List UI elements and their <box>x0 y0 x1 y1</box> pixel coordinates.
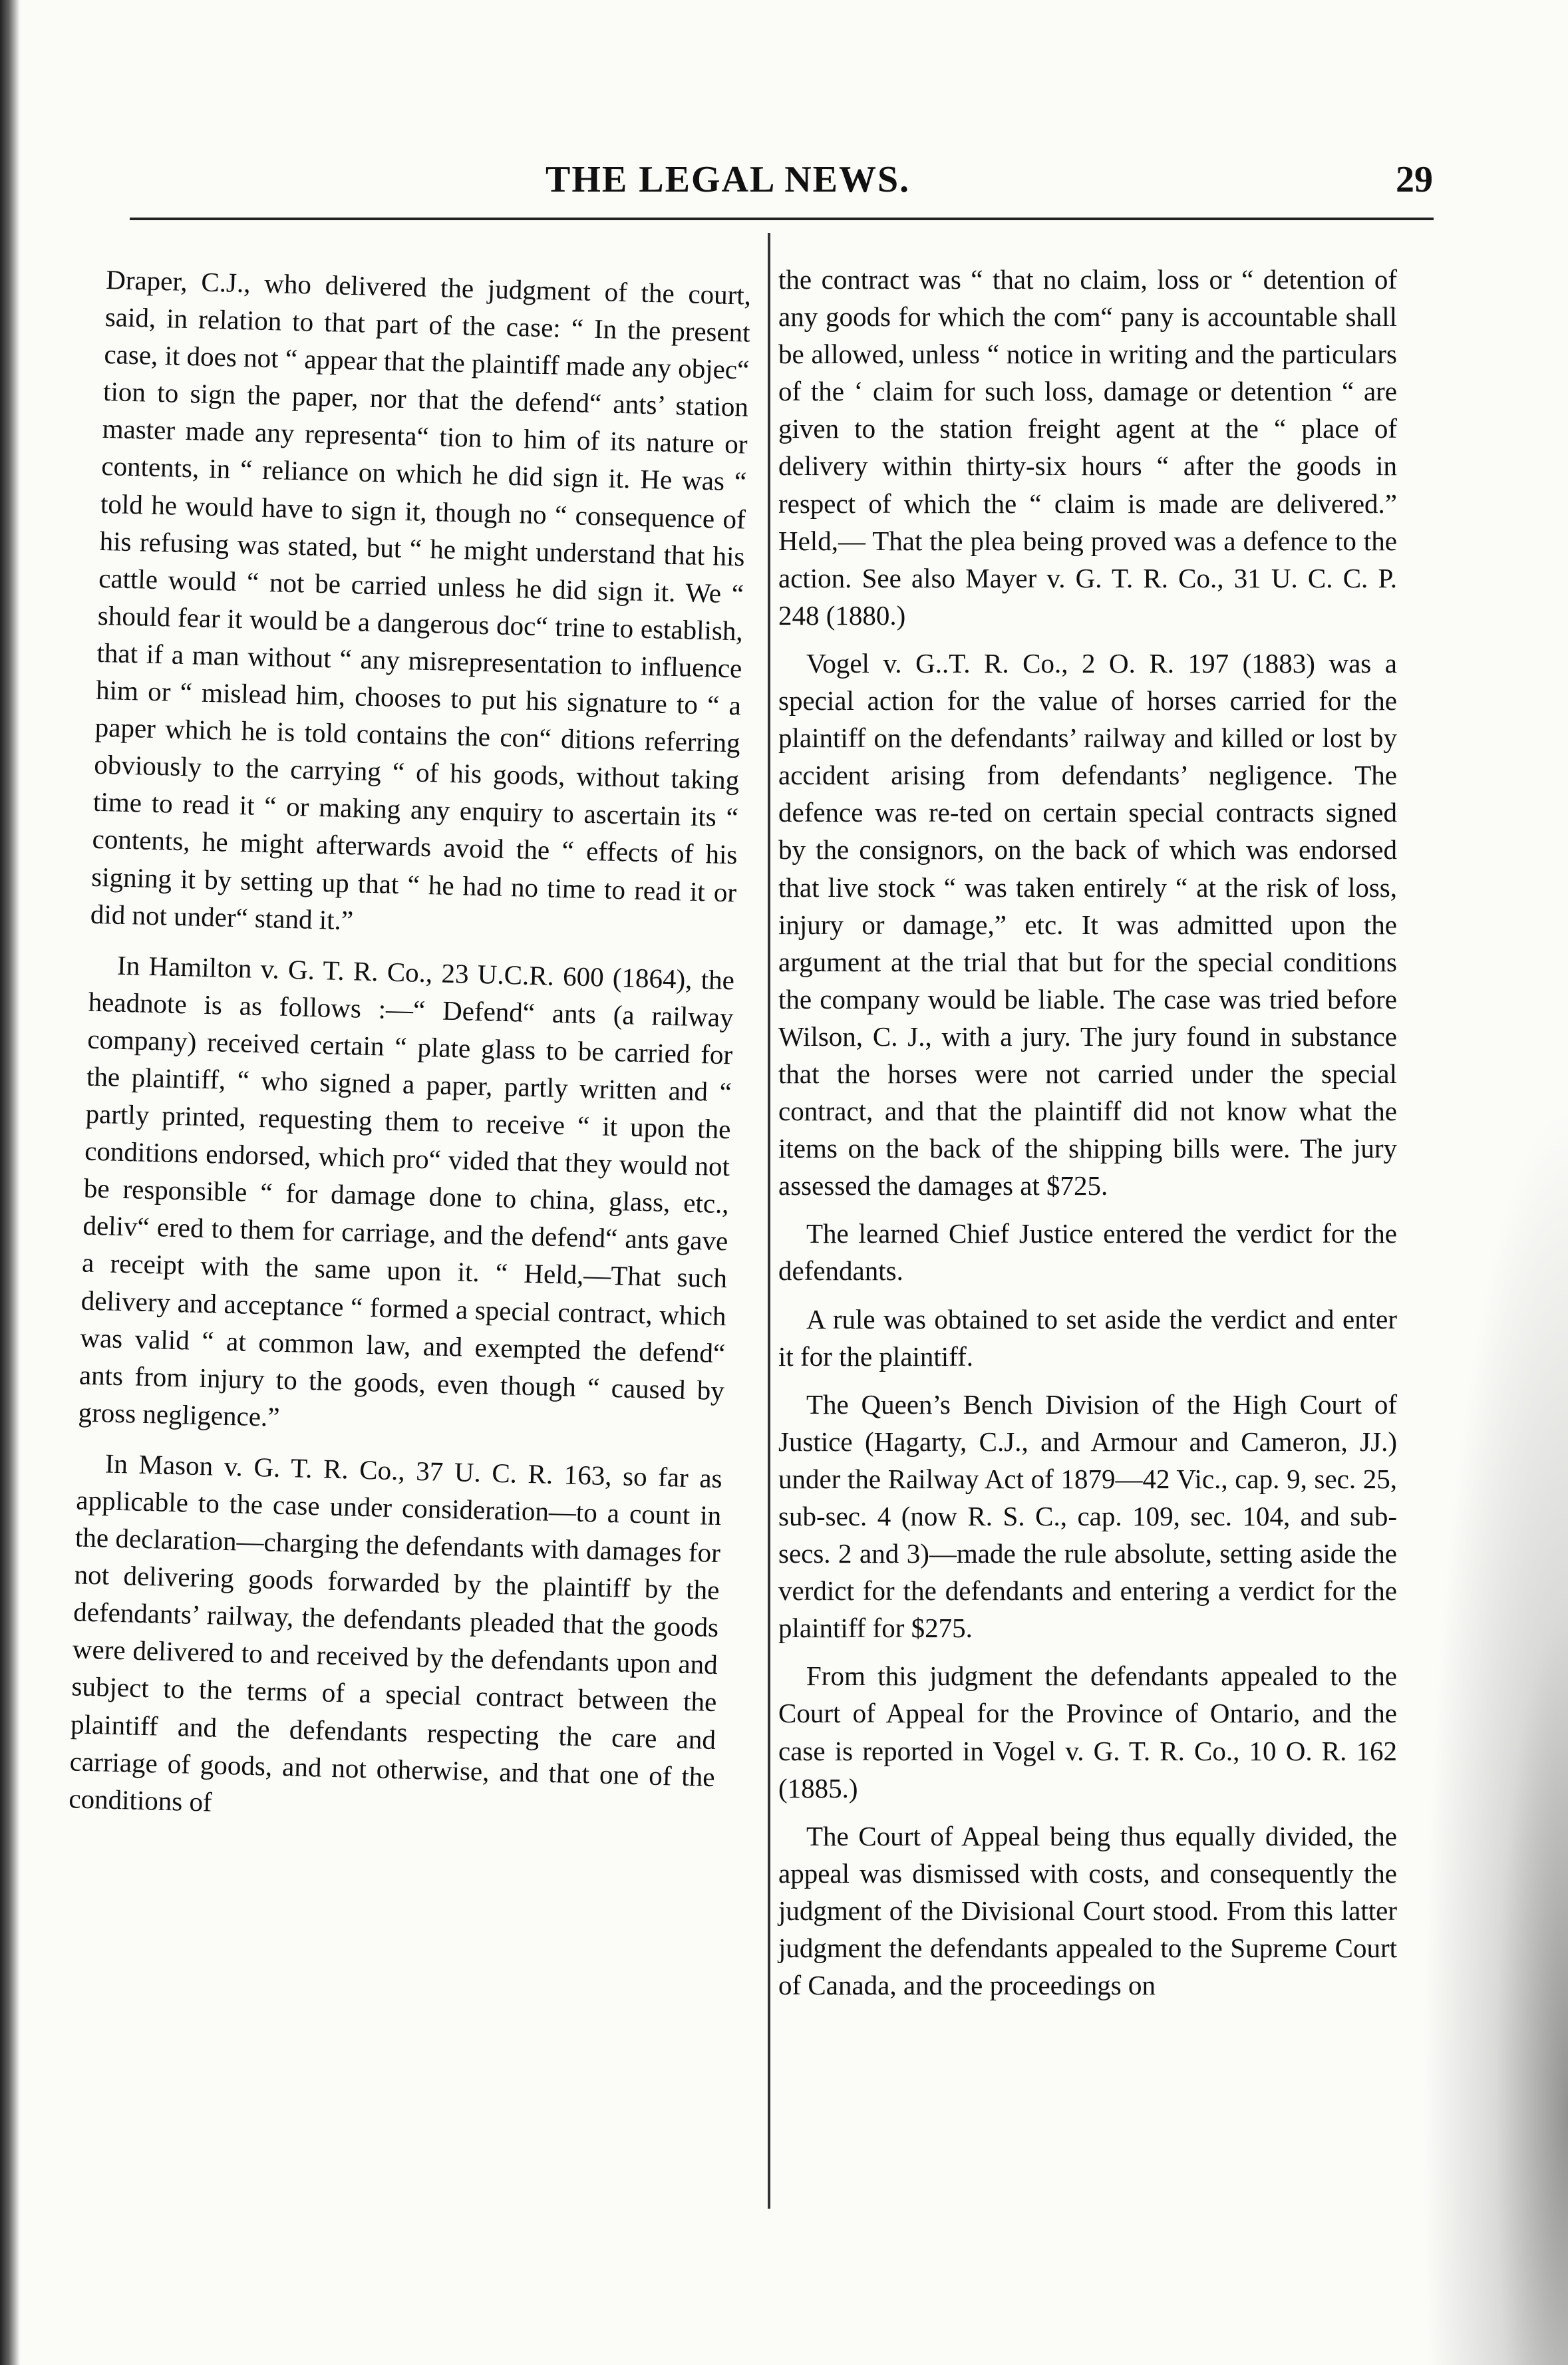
paragraph-draper-quote: Draper, C.J., who delivered the judgment of the court, said, in relation to that part of the case: “ In the present case, it does not “ appear that the plaintiff made any objec“ tion to sign the paper, nor that the defend“ ants’ station master made any representa“ tion to him of its nature or contents, in “ reliance on which he did sign it. He was “ told he would have to sign it, though no “ consequence of his refusing was stated, but “ he might understand that his cattle would “ not be carried unless he did sign it. We “ should fear it would be a dangerous doc“ trine to establish, that if a man without “ any misrepresentation to influence him or “ mislead him, chooses to put his signature to “ a paper which he is told contains the con“ ditions referring obviously to the carrying “ of his goods, without taking time to read it “ or making any enquiry to ascertain its “ contents, he might afterwards avoid the “ effects of his signing it by setting up that “ he had no time to read it or did not under“ stand it.” <box>90 263 752 935</box>
paragraph-rule: A rule was obtained to set aside the verdict and enter it for the plaintiff. <box>778 1303 1397 1372</box>
paragraph-mason: In Mason v. G. T. R. Co., 37 U. C. R. 163, so far as applicable to the case under consideration—to a count in the declaration—charging the defendants with damages for not delivering goods forwarded by the plaintiff by the defendants’ railway, the defendants pleaded that the goods were delivered to and received by the defendants upon and subject to the terms of a special contract between the plaintiff and the defendants respecting the care and carriage of goods, and not otherwise, and that one of the conditions of <box>68 1448 723 1817</box>
page-number: 29 <box>1396 159 1433 200</box>
binding-shadow <box>0 0 20 2365</box>
paragraph-hamilton: In Hamilton v. G. T. R. Co., 23 U.C.R. 600 (1864), the headnote is as follows :—“ Defend“ ants (a railway company) received certain “ plate glass to be carried for the plaintiff, “ who signed a paper, partly written and “ partly printed, requesting them to receive “ it upon the conditions endorsed, which pro“ vided that they would not be responsible “ for damage done to china, glass, etc., deliv“ ered to them for carriage, and the defend“ ants gave a receipt with the same upon it. “ Held,—That such delivery and acceptance “ formed a special contract, which was valid “ at common law, and exempted the defend“ ants from injury to the goods, even though “ caused by gross negligence.” <box>78 949 735 1432</box>
paragraph-vogel: Vogel v. G..T. R. Co., 2 O. R. 197 (1883) was a special action for the value of horses carried for the plaintiff on the defendants’ railway and killed or lost by accident arising from defendants’ negligence. The defence was re-ted on certain special contracts signed by the consignors, on the back of which was endorsed that live stock “ was taken entirely “ at the risk of loss, injury or damage,” etc. It was admitted upon the argument at the trial that but for the special conditions the company would be liable. The case was tried before Wilson, C. J., with a jury. The jury found in substance that the horses were not carried under the special contract, and that the plaintiff did not know what the items on the back of the shipping bills were. The jury assessed the damages at $725. <box>778 647 1397 1201</box>
paragraph-queens-bench: The Queen’s Bench Division of the High Court of Justice (Hagarty, C.J., and Armour and Cameron, JJ.) under the Railway Act of 1879—42 Vic., cap. 9, sec. 25, sub-sec. 4 (now R. S. C., cap. 109, sec. 104, and sub-secs. 2 and 3)—made the rule absolute, setting aside the verdict for the defendants and entering a verdict for the plaintiff for $275. <box>778 1388 1397 1644</box>
running-head <box>0 158 1568 212</box>
journal-title: THE LEGAL NEWS. <box>546 159 911 200</box>
column-divider <box>768 233 770 2209</box>
paragraph-appeal: From this judgment the defendants appealed to the Court of Appeal for the Province of Ontario, and the case is reported in Vogel v. G. T. R. Co., 10 O. R. 162 (1885.) <box>778 1660 1397 1804</box>
header-rule <box>130 218 1434 220</box>
paragraph-contract-condition: the contract was “ that no claim, loss or “ detention of any goods for which the com“ pany is accountable shall be allowed, unless “ notice in writing and the particulars of the ‘ claim for such loss, damage or detention “ are given to the station freight agent at the “ place of delivery within thirty-six hours “ after the goods in respect of which the “ claim is made are delivered.” Held,— That the plea being proved was a defence to the action. See also Mayer v. G. T. R. Co., 31 U. C. C. P. 248 (1880.) <box>778 264 1397 631</box>
page-speckle <box>1422 1101 1568 2365</box>
paragraph-court-of-appeal: The Court of Appeal being thus equally divided, the appeal was dismissed with costs, and consequently the judgment of the Divisional Court stood. From this latter judgment the defendants appealed to the Supreme Court of Canada, and the proceedings on <box>778 1820 1397 2001</box>
paragraph-verdict: The learned Chief Justice entered the verdict for the defendants. <box>778 1218 1397 1287</box>
left-column <box>68 261 751 1843</box>
right-column <box>778 261 1397 2014</box>
